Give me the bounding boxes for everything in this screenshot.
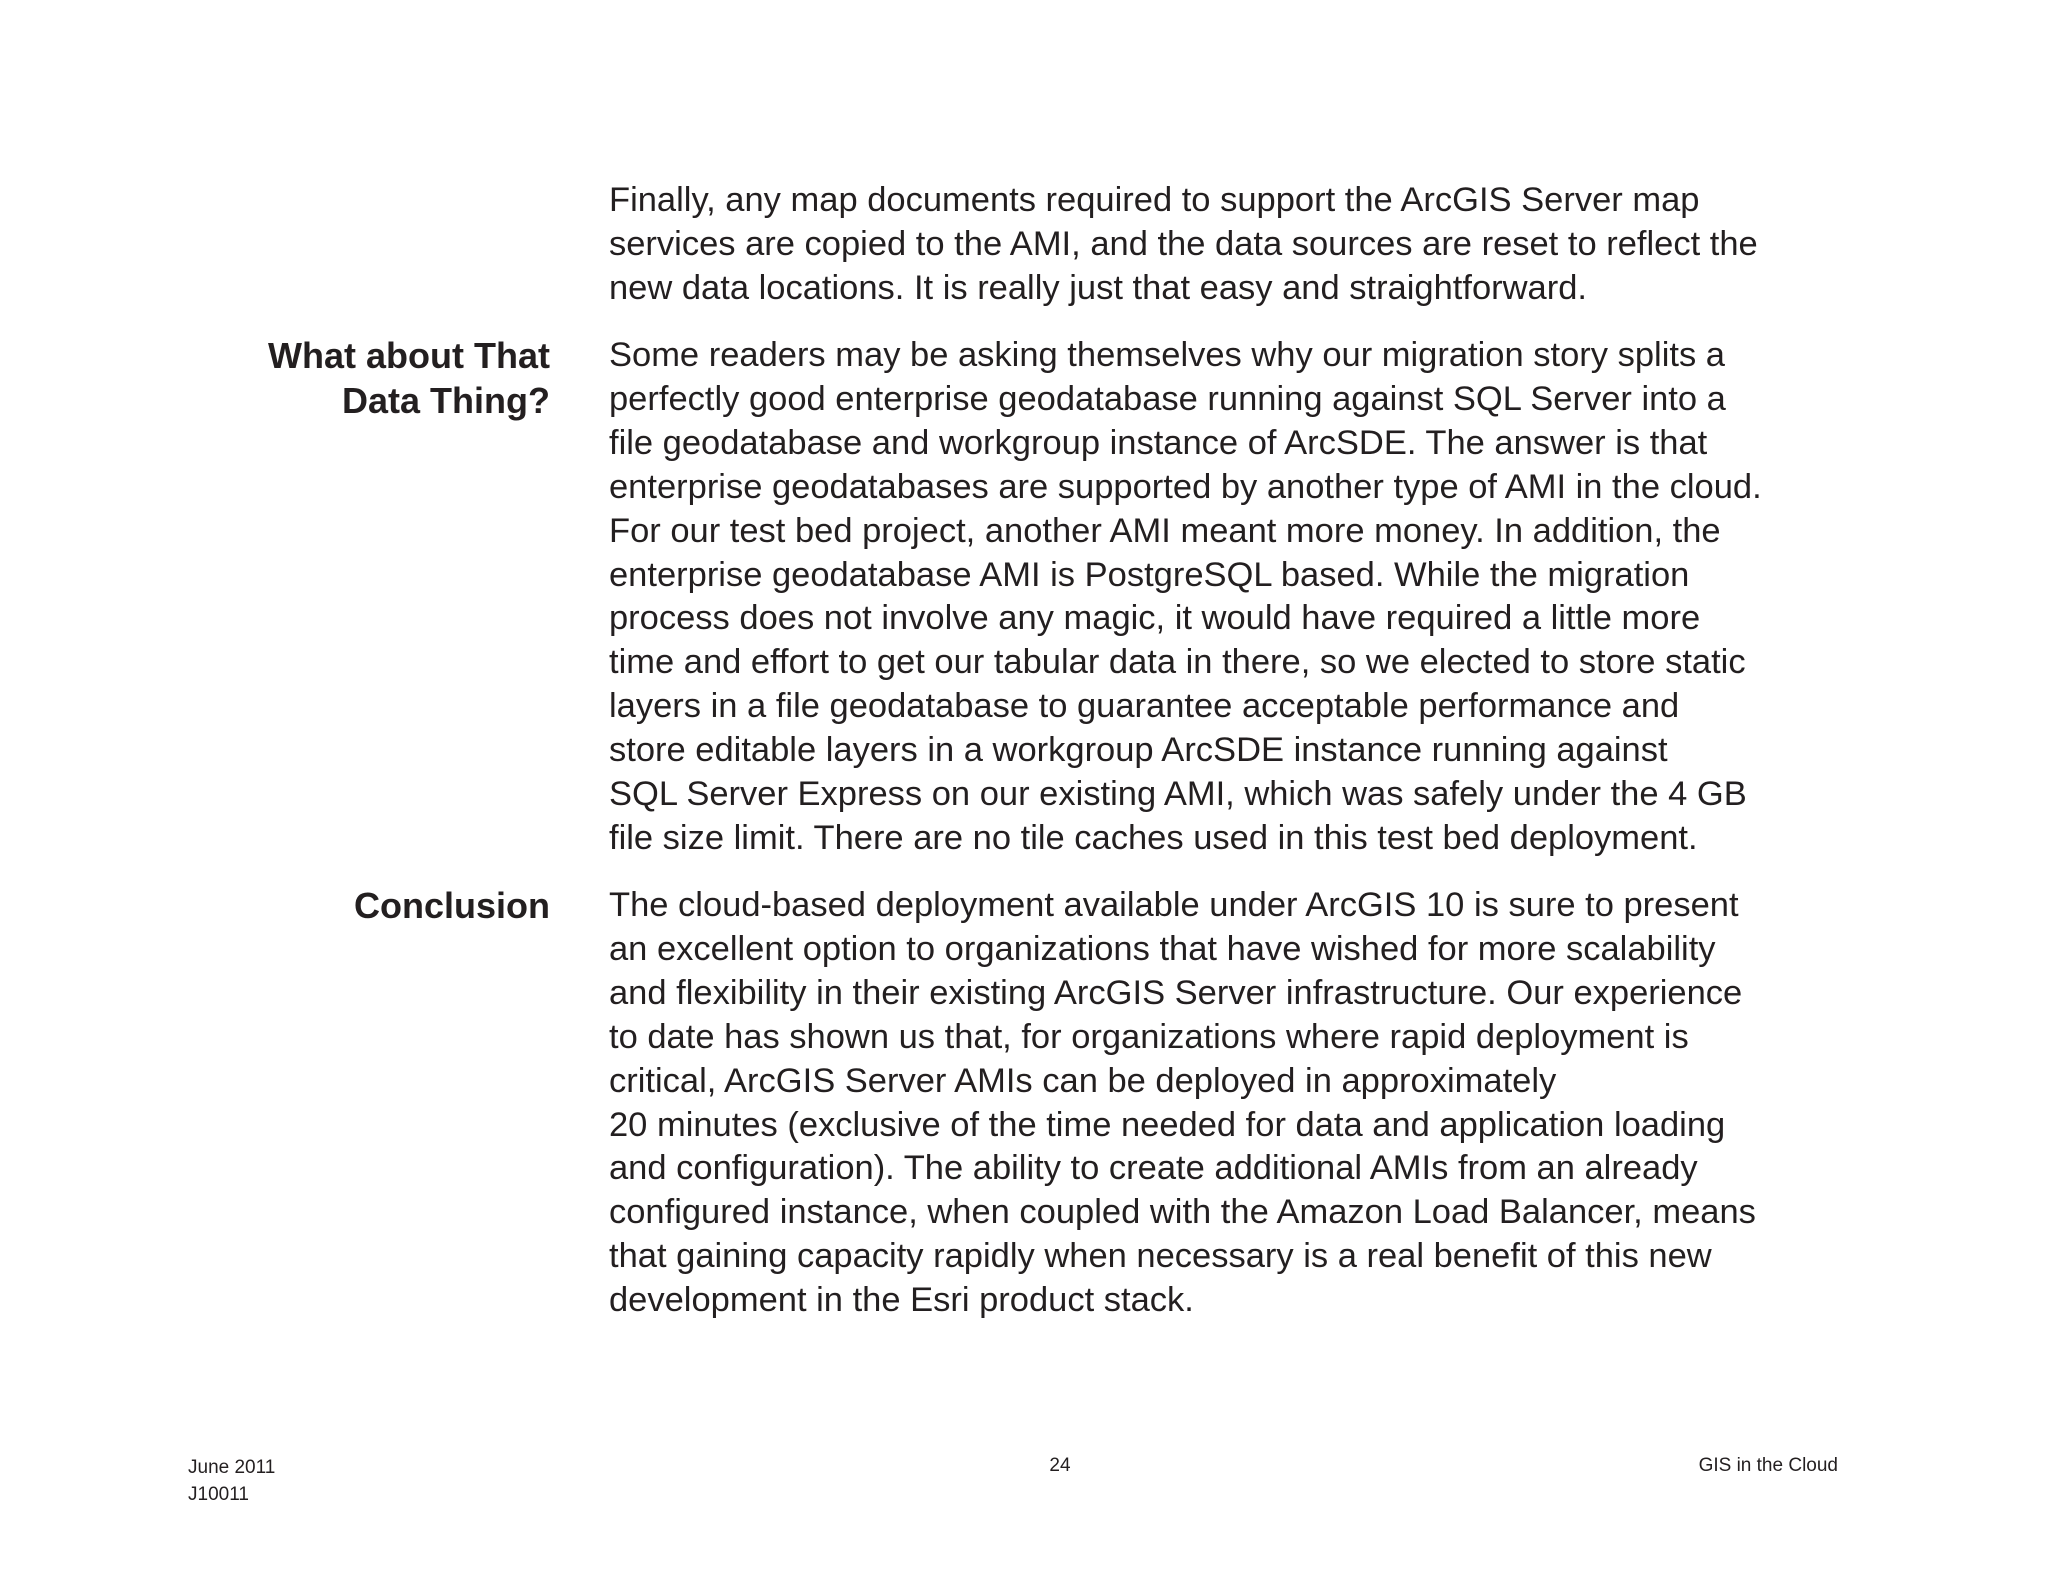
conclusion-line: development in the Esri product stack. xyxy=(609,1281,1194,1320)
conclusion-line: an excellent option to organizations that have wished for more scalability xyxy=(609,929,1716,968)
data-line: store editable layers in a workgroup ArcSDE instance running against xyxy=(609,731,1668,770)
footer-left xyxy=(188,1454,275,1508)
data-line: enterprise geodatabases are supported by another type of AMI in the cloud. xyxy=(609,467,1762,506)
data-section-heading xyxy=(90,333,550,423)
conclusion-line: configured instance, when coupled with the Amazon Load Balancer, means xyxy=(609,1193,1756,1232)
conclusion-heading xyxy=(90,883,550,928)
conclusion-paragraph xyxy=(609,884,1839,1323)
data-line: process does not involve any magic, it would have required a little more xyxy=(609,599,1701,638)
intro-line: new data locations. It is really just that easy and straightforward. xyxy=(609,268,1587,307)
heading-line: What about That xyxy=(268,335,550,376)
data-line: perfectly good enterprise geodatabase running against SQL Server into a xyxy=(609,379,1726,418)
heading-line: Conclusion xyxy=(354,885,550,926)
intro-line: services are copied to the AMI, and the data sources are reset to reflect the xyxy=(609,224,1758,263)
conclusion-line: to date has shown us that, for organizations where rapid deployment is xyxy=(609,1017,1689,1056)
data-line: enterprise geodatabase AMI is PostgreSQL based. While the migration xyxy=(609,555,1690,594)
intro-paragraph xyxy=(609,179,1839,311)
data-line: Some readers may be asking themselves why our migration story splits a xyxy=(609,336,1725,374)
footer-date: June 2011 xyxy=(188,1457,276,1478)
page-number: 24 xyxy=(1049,1455,1071,1476)
data-line: time and effort to get our tabular data in there, so we elected to store static xyxy=(609,643,1746,682)
conclusion-line: 20 minutes (exclusive of the time needed for data and application loading xyxy=(609,1105,1726,1144)
footer-page-number xyxy=(1030,1452,1090,1479)
conclusion-line: and flexibility in their existing ArcGIS Server infrastructure. Our experience xyxy=(609,973,1743,1012)
footer-doc-id: J10011 xyxy=(188,1484,249,1505)
data-line: file geodatabase and workgroup instance of ArcSDE. The answer is that xyxy=(609,423,1708,462)
data-section-paragraph xyxy=(609,334,1839,861)
data-line: file size limit. There are no tile caches used in this test bed deployment. xyxy=(609,818,1698,857)
data-line: SQL Server Express on our existing AMI, which was safely under the 4 GB xyxy=(609,775,1747,814)
data-line: layers in a file geodatabase to guarantee acceptable performance and xyxy=(609,687,1680,726)
conclusion-line: and configuration). The ability to create additional AMIs from an already xyxy=(609,1149,1698,1188)
conclusion-line: that gaining capacity rapidly when necessary is a real benefit of this new xyxy=(609,1237,1712,1276)
data-line: For our test bed project, another AMI meant more money. In addition, the xyxy=(609,511,1721,550)
conclusion-line: critical, ArcGIS Server AMIs can be deployed in approximately xyxy=(609,1061,1557,1100)
heading-line: Data Thing? xyxy=(342,380,550,421)
footer-right xyxy=(1699,1452,1838,1479)
conclusion-line: The cloud-based deployment available under ArcGIS 10 is sure to present xyxy=(609,886,1739,924)
footer-doc-title: GIS in the Cloud xyxy=(1698,1455,1838,1476)
intro-line: Finally, any map documents required to support the ArcGIS Server map xyxy=(609,181,1700,219)
